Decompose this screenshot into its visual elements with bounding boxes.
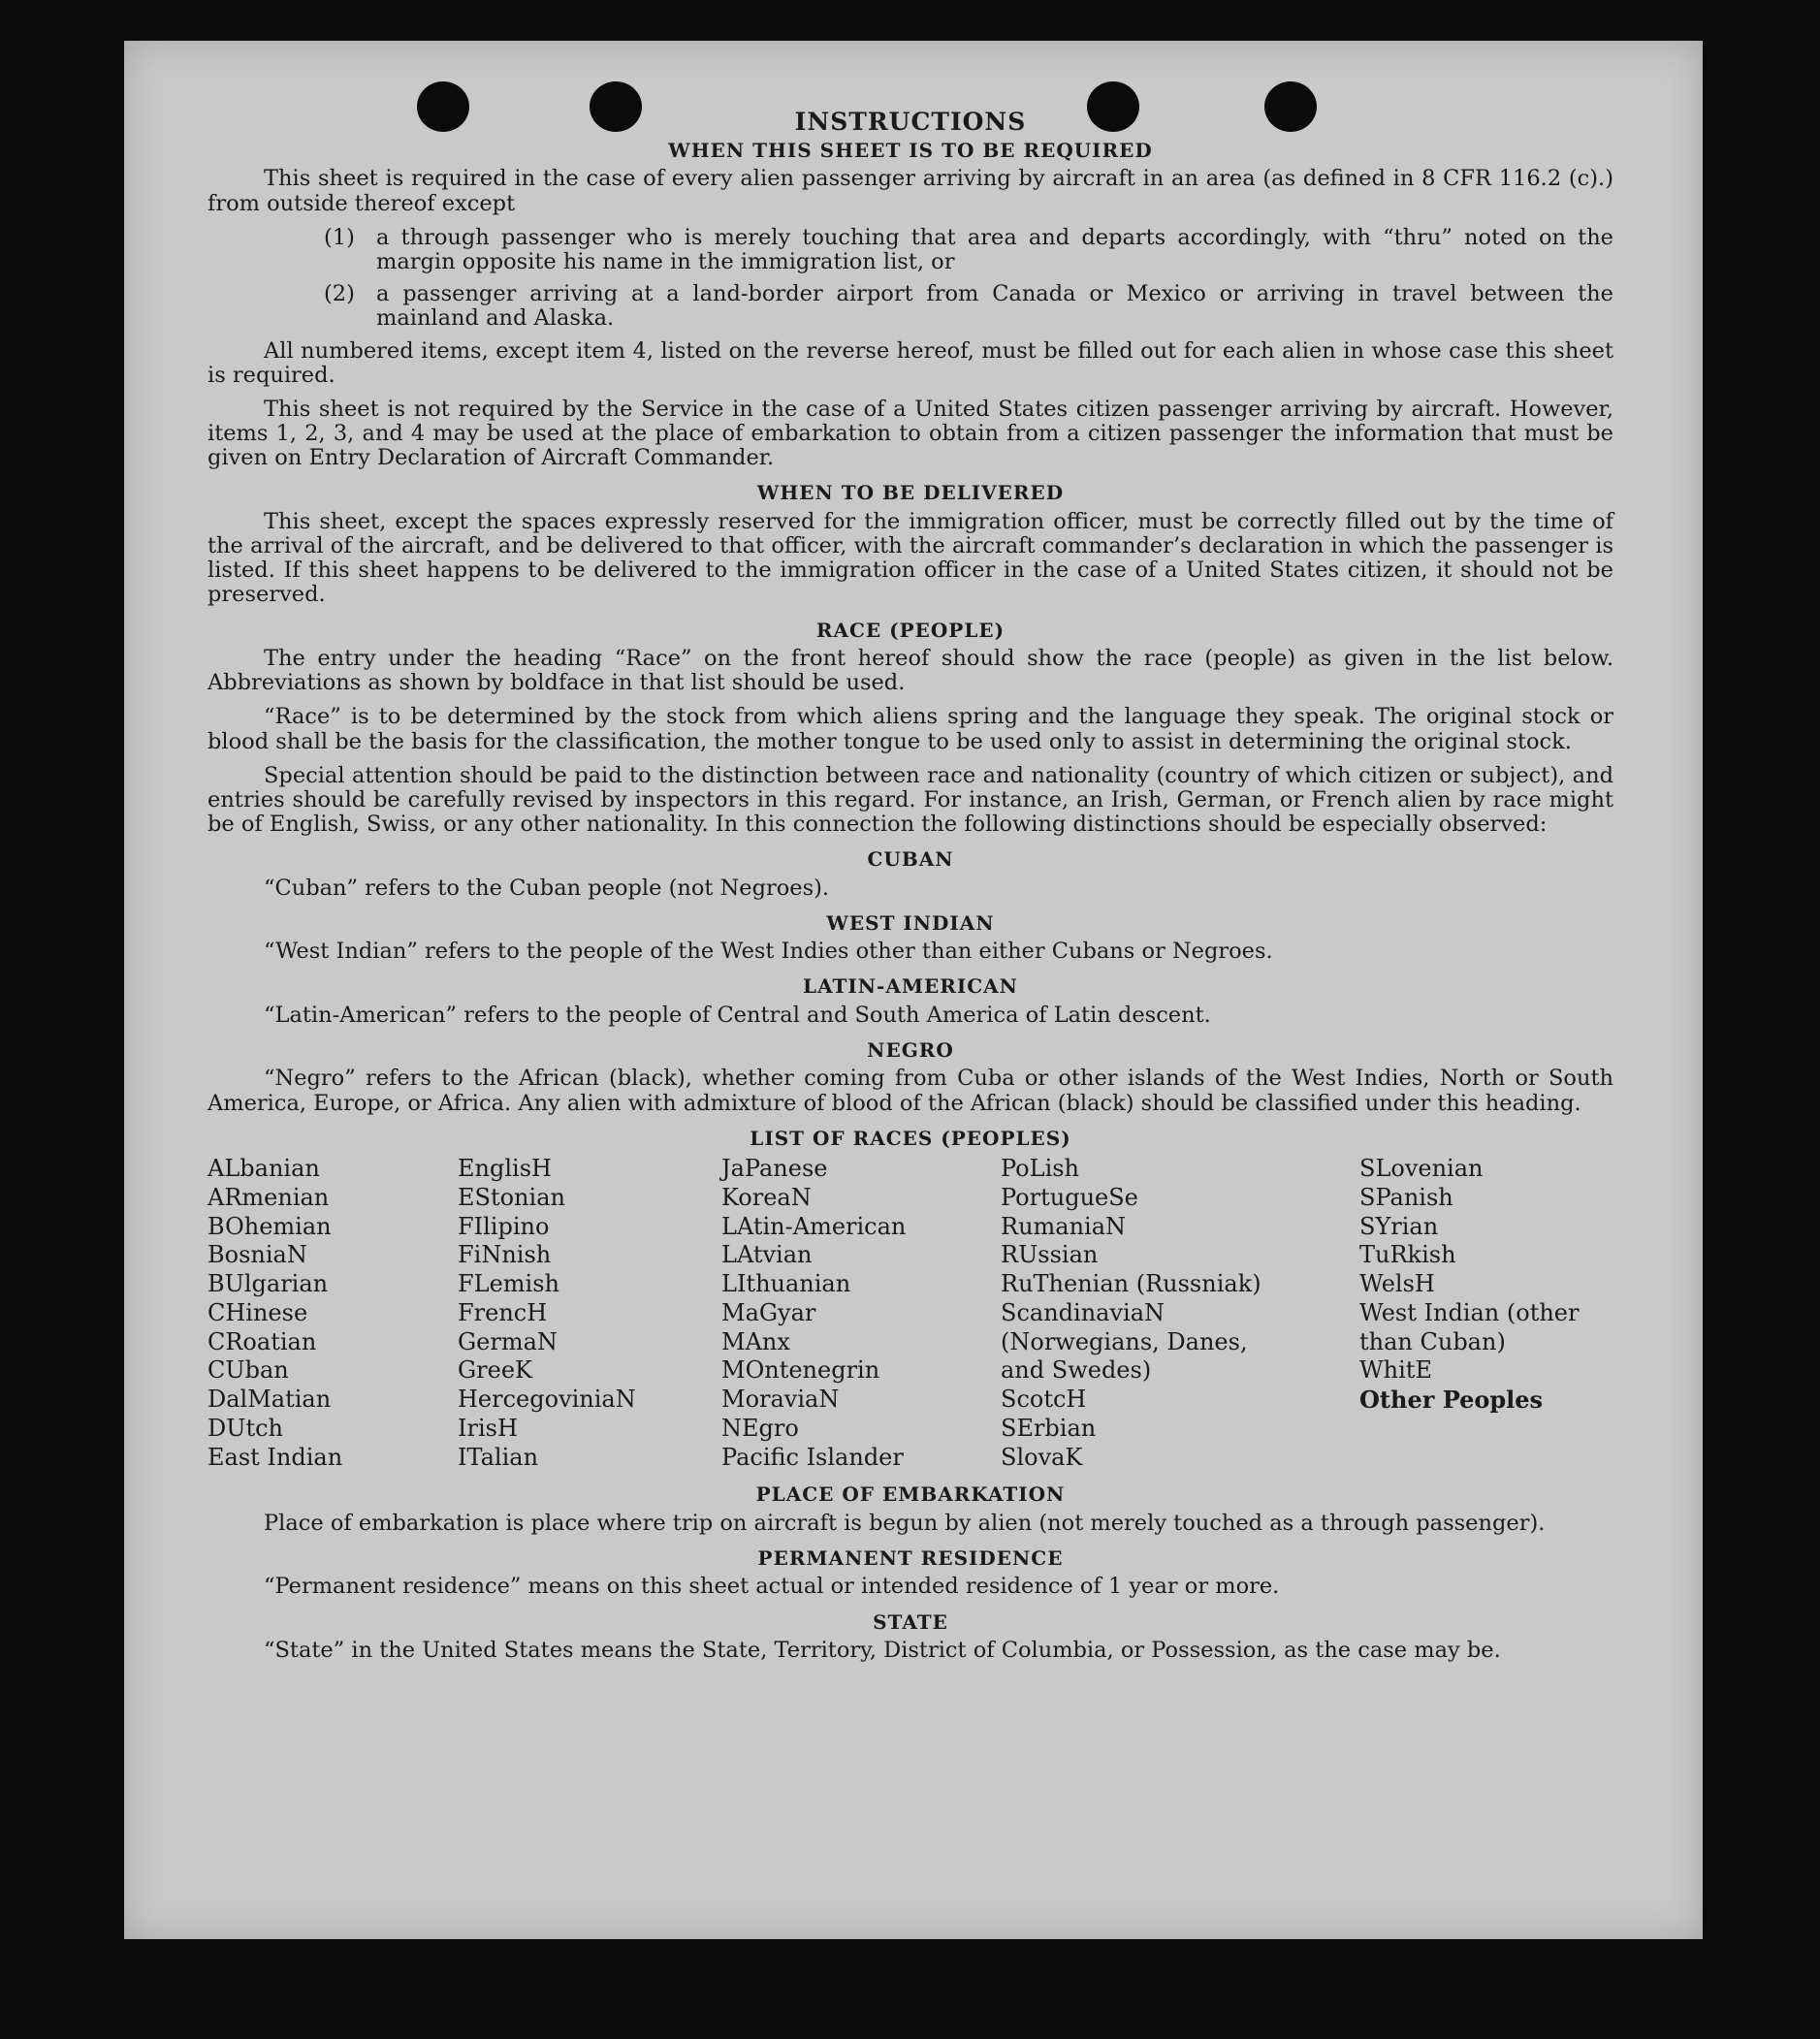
race-entry: IrisH xyxy=(458,1414,518,1442)
race-entry: FiNnish xyxy=(458,1241,552,1269)
race-entry: LAtin-American xyxy=(721,1212,907,1240)
race-column xyxy=(208,1155,458,1472)
race-entry: CHinese xyxy=(208,1298,308,1326)
race-column xyxy=(1001,1155,1359,1472)
race-entry: CUban xyxy=(208,1356,289,1385)
race-list xyxy=(208,1155,1613,1472)
race-entry: FLemish xyxy=(458,1270,559,1298)
paragraph: All numbered items, except item 4, listed on the reverse hereof, must be filled out for each alien in whose case this sheet is required. xyxy=(208,337,1613,388)
paragraph: This sheet is required in the case of every alien passenger arriving by aircraft in an area (as defined in 8 CFR 116.2 (c).) from outside thereof except xyxy=(208,166,1613,216)
list-number: (2) xyxy=(324,281,355,307)
document-body xyxy=(208,109,1613,1673)
race-entry: GreeK xyxy=(458,1356,532,1385)
race-entry: JaPanese xyxy=(721,1155,828,1183)
section-heading-latin-american: LATIN-AMERICAN xyxy=(803,974,1018,999)
list-item xyxy=(324,282,1613,331)
section-heading-west-indian: WEST INDIAN xyxy=(826,910,995,935)
race-entry: FrencH xyxy=(458,1298,548,1326)
section-heading-race: RACE (PEOPLE) xyxy=(815,618,1006,642)
race-entry: GermaN xyxy=(458,1327,558,1355)
race-entry: DUtch xyxy=(208,1414,284,1442)
race-entry: SErbian xyxy=(1001,1414,1097,1442)
section-heading-permanent-residence: PERMANENT RESIDENCE xyxy=(757,1546,1064,1571)
race-entry: SYrian xyxy=(1359,1212,1439,1240)
section-heading-required: WHEN THIS SHEET IS TO BE REQUIRED xyxy=(668,139,1153,162)
race-entry: MaGyar xyxy=(721,1298,816,1326)
race-entry: West Indian (other than Cuban) xyxy=(1359,1298,1580,1355)
race-entry: FIlipino xyxy=(458,1212,550,1240)
paragraph: Special attention should be paid to the distinction between race and nationality (country of which citizen or subject), and entries should be carefully revised by inspectors in this regard. For instance, an Irish, German, or French alien by race might be of English, Swiss, or any other nationality. In this connection the following distinctions should be especially observed: xyxy=(208,762,1613,838)
race-entry: NEgro xyxy=(721,1414,799,1442)
paragraph: “State” in the United States means the State, Territory, District of Columbia, or Possession, as the case may be. xyxy=(264,1637,1501,1663)
race-entry: SPanish xyxy=(1359,1183,1453,1211)
race-entry: ARmenian xyxy=(208,1183,330,1211)
race-entry: ITalian xyxy=(458,1443,539,1471)
list-number: (1) xyxy=(324,224,355,250)
paragraph: “Race” is to be determined by the stock from which aliens spring and the language they speak. The original stock or blood shall be the basis for the classification, the mother tongue to be used only to assist in determining the original stock. xyxy=(208,704,1613,754)
paragraph: “Permanent residence” means on this sheet actual or intended residence of 1 year or more. xyxy=(264,1574,1280,1600)
race-entry: Other Peoples xyxy=(1359,1386,1544,1415)
section-heading-delivered: WHEN TO BE DELIVERED xyxy=(756,481,1065,505)
paragraph: Place of embarkation is place where trip on aircraft is begun by alien (not merely touched as a through passenger). xyxy=(264,1510,1546,1536)
race-entry: RuThenian (Russniak) xyxy=(1001,1270,1261,1298)
race-entry: PortugueSe xyxy=(1001,1183,1138,1211)
document-sheet xyxy=(124,41,1703,1939)
race-entry: Pacific Islander xyxy=(721,1443,904,1471)
race-column xyxy=(721,1155,1001,1472)
section-heading-negro: NEGRO xyxy=(867,1038,954,1063)
race-column xyxy=(458,1155,721,1472)
section-heading-cuban: CUBAN xyxy=(867,847,954,872)
race-entry: East Indian xyxy=(208,1443,343,1471)
race-entry: RUssian xyxy=(1001,1241,1099,1269)
race-entry: HercegoviniaN xyxy=(458,1386,636,1414)
list-text: a passenger arriving at a land-border airport from Canada or Mexico or arriving in travel between the mainland and Alaska. xyxy=(376,281,1613,332)
race-entry: MAnx xyxy=(721,1327,790,1355)
race-entry: ScandinaviaN (Norwegians, Danes, and Swedes) xyxy=(1001,1298,1248,1385)
section-heading-embarkation: PLACE OF EMBARKATION xyxy=(755,1482,1066,1507)
race-entry: BosniaN xyxy=(208,1241,307,1269)
list-item xyxy=(324,226,1613,274)
race-entry: PoLish xyxy=(1001,1155,1080,1183)
section-heading-list-of-races: LIST OF RACES (PEOPLES) xyxy=(750,1126,1071,1150)
paragraph: “Negro” refers to the African (black), whether coming from Cuba or other islands of the West Indies, North or South America, Europe, or Africa. Any alien with admixture of blood of the African (black) should be classified under this heading. xyxy=(208,1066,1613,1116)
paragraph: “Cuban” refers to the Cuban people (not Negroes). xyxy=(264,875,830,901)
race-entry: LAtvian xyxy=(721,1241,813,1269)
race-entry: RumaniaN xyxy=(1001,1212,1127,1240)
race-entry: EnglisH xyxy=(458,1155,552,1183)
race-entry: EStonian xyxy=(458,1183,565,1211)
paragraph: This sheet is not required by the Service in the case of a United States citizen passenger arriving by aircraft. However, items 1, 2, 3, and 4 may be used at the place of embarkation to obtain from a citizen passenger the information that must be given on Entry Declaration of Aircraft Commander. xyxy=(208,396,1613,471)
race-entry: WhitE xyxy=(1359,1356,1432,1385)
race-entry: ScotcH xyxy=(1001,1386,1087,1414)
race-entry: CRoatian xyxy=(208,1327,317,1355)
paragraph: “West Indian” refers to the people of the West Indies other than either Cubans or Negroes. xyxy=(264,939,1273,965)
section-heading-state: STATE xyxy=(873,1609,948,1634)
paragraph: “Latin-American” refers to the people of Central and South America of Latin descent. xyxy=(264,1002,1211,1028)
race-entry: BOhemian xyxy=(208,1212,332,1240)
race-entry: MoraviaN xyxy=(721,1386,840,1414)
race-entry: LIthuanian xyxy=(721,1270,851,1298)
race-entry: MOntenegrin xyxy=(721,1356,880,1385)
race-entry: ALbanian xyxy=(208,1155,320,1183)
race-entry: WelsH xyxy=(1359,1270,1435,1298)
paragraph: This sheet, except the spaces expressly reserved for the immigration officer, must be correctly filled out by the time of the arrival of the aircraft, and be delivered to that officer, with the aircraft commander’s declaration in which the passenger is listed. If this sheet happens to be delivered to the immigration officer in the case of a United States citizen, it should not be preserved. xyxy=(208,508,1613,608)
race-entry: KoreaN xyxy=(721,1183,812,1211)
race-entry: SLovenian xyxy=(1359,1155,1484,1183)
race-entry: TuRkish xyxy=(1359,1241,1456,1269)
list-text: a through passenger who is merely touching that area and departs accordingly, with “thru” noted on the margin opposite his name in the immigration list, or xyxy=(376,224,1613,274)
paragraph: The entry under the heading “Race” on the front hereof should show the race (people) as given in the list below. Abbreviations as shown by boldface in that list should be used. xyxy=(208,645,1613,696)
race-column xyxy=(1359,1155,1613,1472)
document-title: INSTRUCTIONS xyxy=(794,108,1027,136)
race-entry: BUlgarian xyxy=(208,1270,329,1298)
race-entry: SlovaK xyxy=(1001,1443,1083,1471)
race-entry: DalMatian xyxy=(208,1386,332,1414)
